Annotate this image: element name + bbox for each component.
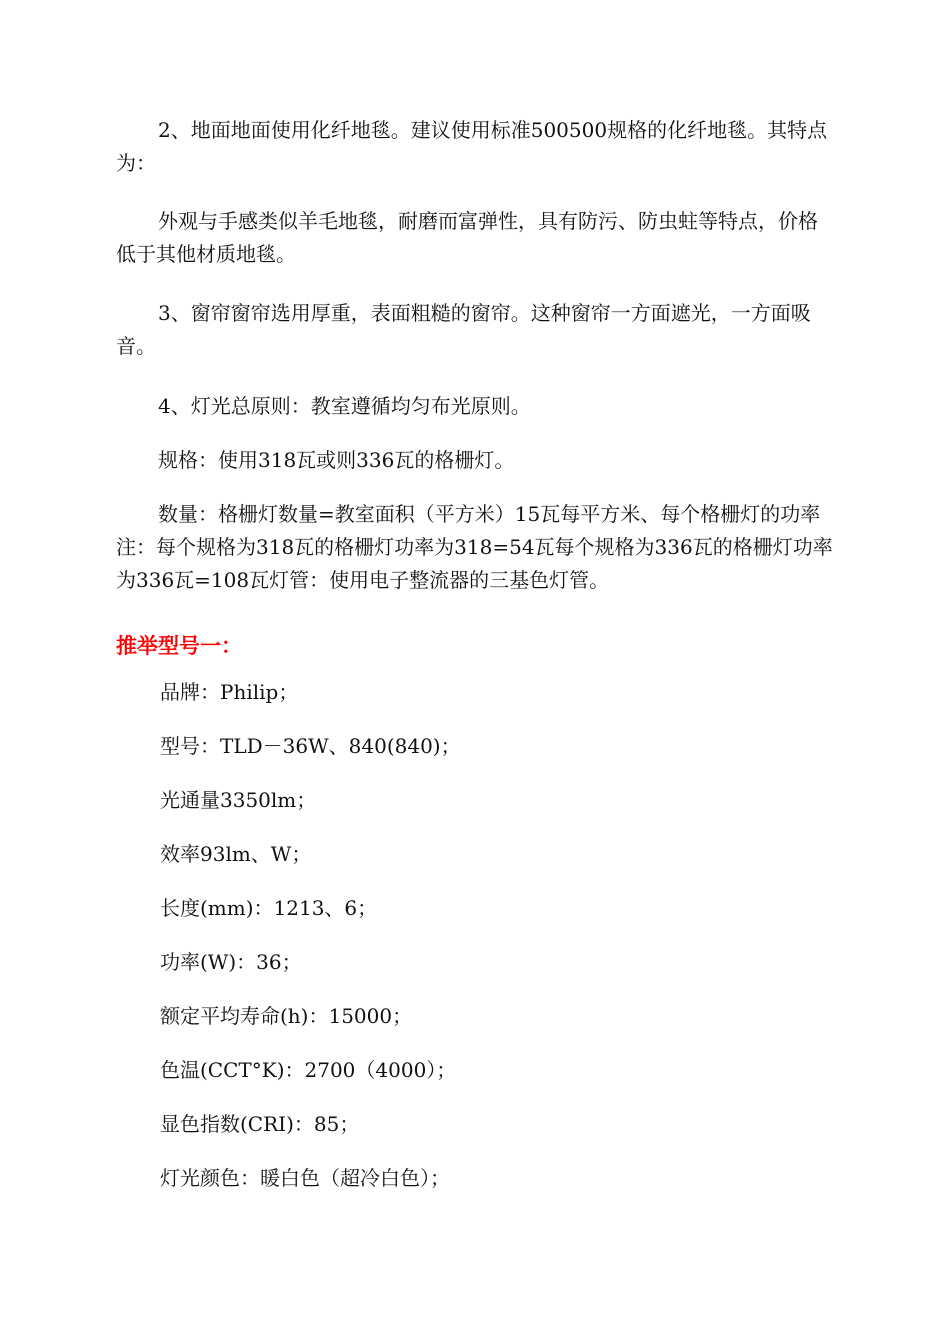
spec-power: 功率(W)：36； bbox=[160, 950, 302, 974]
paragraph-carpet-features: 外观与手感类似羊毛地毯，耐磨而富弹性，具有防污、防虫蛀等特点，价格低于其他材质地毯。 bbox=[116, 209, 818, 266]
paragraph-lighting-quantity: 数量：格栅灯数量=教室面积（平方米）15瓦每平方米、每个格栅灯的功率注：每个规格为318瓦的格栅灯功率为318=54瓦每个规格为336瓦的格栅灯功率为336瓦=108瓦灯管：使用电子整流器的三基色灯管。 bbox=[116, 502, 833, 592]
paragraph-floor: 2、地面地面使用化纤地毯。建议使用标准500500规格的化纤地毯。其特点为： bbox=[116, 118, 828, 175]
spec-color-temperature: 色温(CCT°K)：2700（4000）； bbox=[160, 1058, 457, 1082]
spec-model: 型号：TLD－36W、840(840)； bbox=[160, 734, 461, 758]
spec-brand: 品牌：Philip； bbox=[160, 680, 299, 704]
paragraph-lighting-spec: 规格：使用318瓦或则336瓦的格栅灯。 bbox=[158, 448, 515, 472]
paragraph-lighting-principle: 4、灯光总原则：教室遵循均匀布光原则。 bbox=[158, 394, 531, 418]
spec-rated-life: 额定平均寿命(h)：15000； bbox=[160, 1004, 413, 1028]
paragraph-curtain: 3、窗帘窗帘选用厚重，表面粗糙的窗帘。这种窗帘一方面遮光，一方面吸音。 bbox=[116, 301, 811, 358]
spec-length: 长度(mm)：1213、6； bbox=[160, 896, 378, 920]
spec-luminous-flux: 光通量3350lm； bbox=[160, 788, 317, 812]
spec-light-color: 灯光颜色：暖白色（超冷白色）； bbox=[160, 1166, 450, 1190]
spec-efficiency: 效率93lm、W； bbox=[160, 842, 312, 866]
spec-color-rendering-index: 显色指数(CRI)：85； bbox=[160, 1112, 360, 1136]
recommended-model-heading: 推举型号一： bbox=[116, 634, 242, 658]
